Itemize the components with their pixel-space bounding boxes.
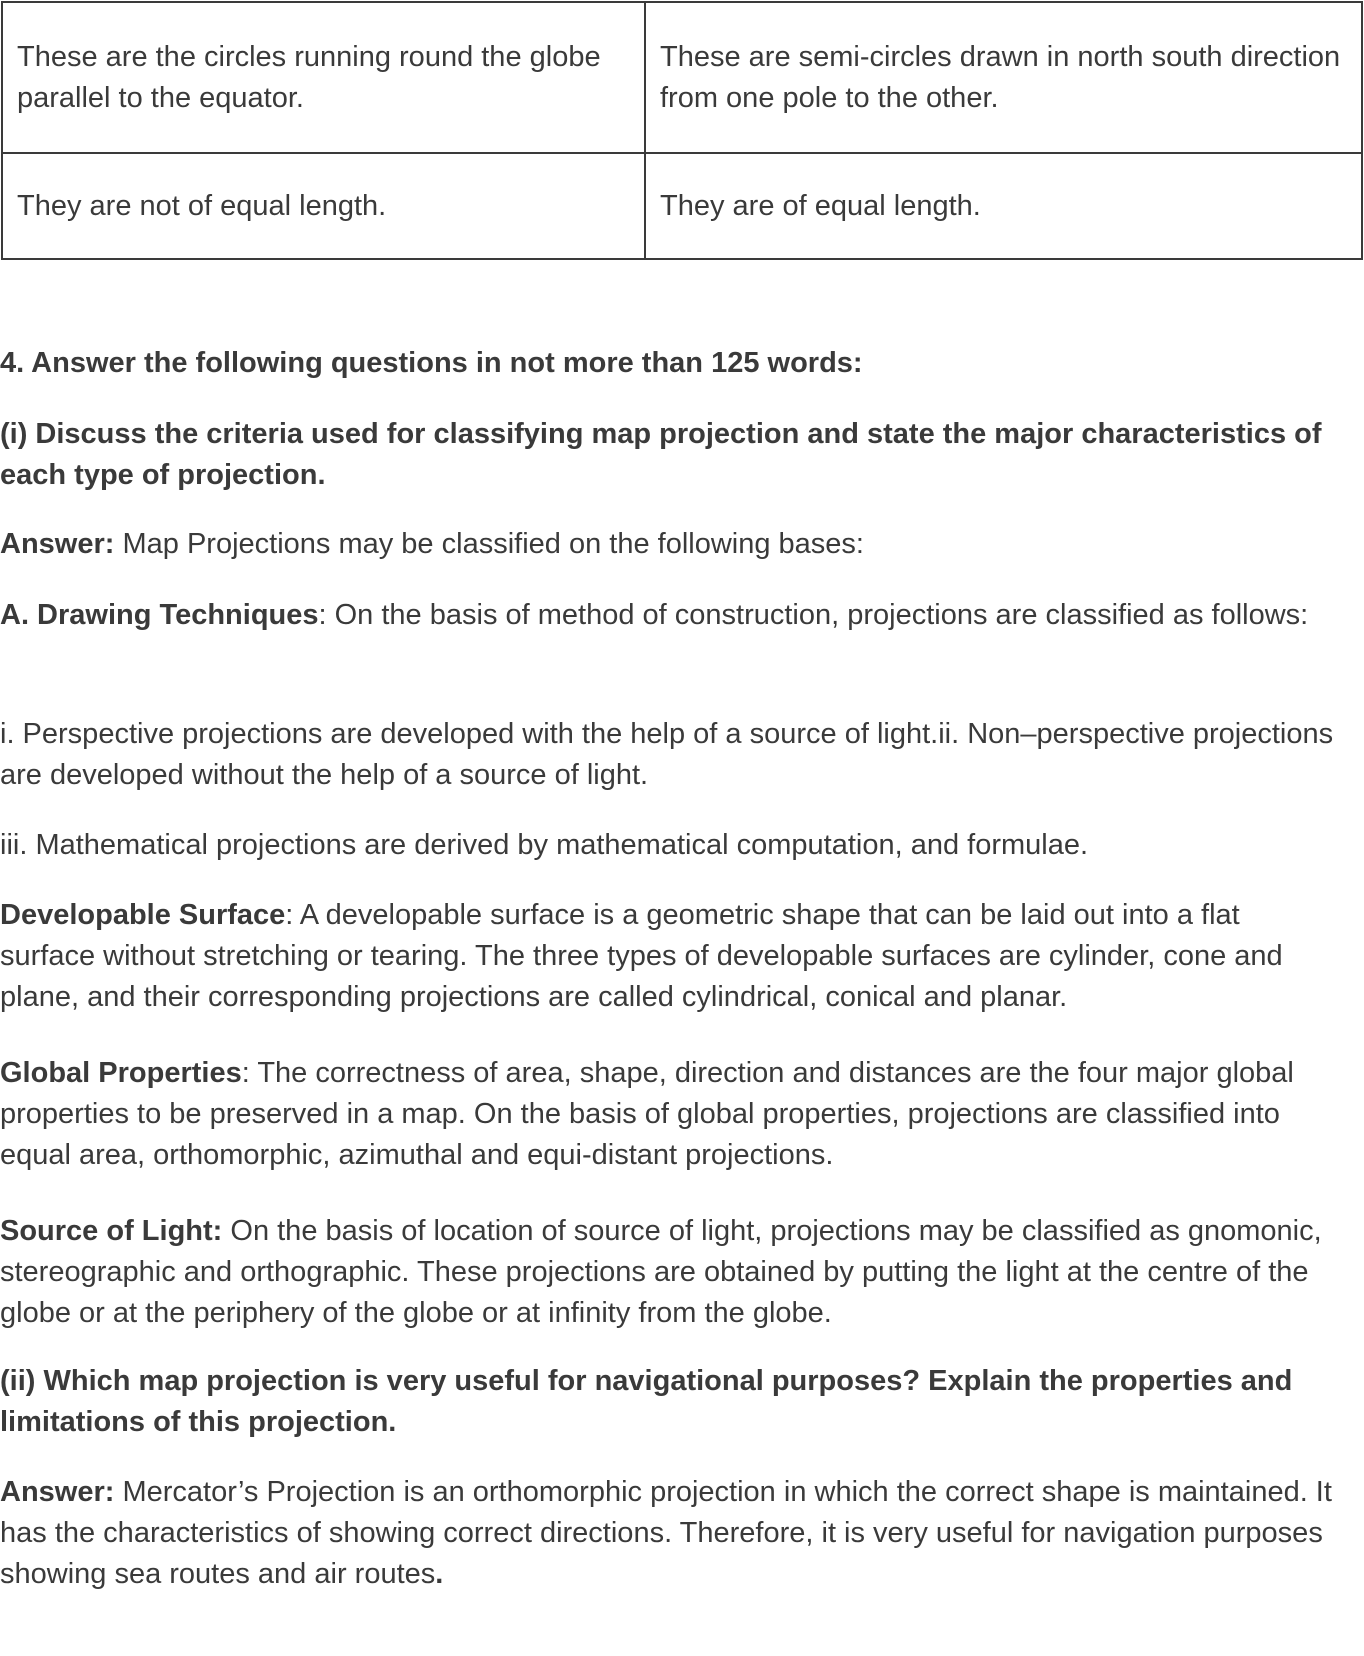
drawing-techniques-text: : On the basis of method of construction, projections are classified as follows: [318,599,1309,631]
global-properties-label: Global Properties [0,1057,242,1089]
table-row [2,2,1362,153]
question-i-title: (i) Discuss the criteria used for classifying map projection and state the major characteristics of each type of projection. [0,418,1322,491]
answer-end-period: . [435,1558,444,1590]
answer-label: Answer: [0,1476,115,1508]
developable-surface-paragraph [0,895,1340,1018]
answer-label: Answer: [0,528,115,560]
table-cell-longitude: They are of equal length. [645,153,1362,259]
question-4-heading: 4. Answer the following questions in not more than 125 words: [0,347,863,379]
global-properties-text: : The correctness of area, shape, direction and distances are the four major global properties to be preserved in a map. On the basis of global properties, projections are classified into equal area, orthomorphic, azimuthal and equi-distant projections. [0,1057,1294,1171]
table-cell-latitude: These are the circles running round the globe parallel to the equator. [2,2,645,153]
source-of-light-paragraph [0,1211,1340,1334]
drawing-techniques-label: A. Drawing Techniques [0,599,319,631]
drawing-techniques-paragraph [0,595,1340,636]
question-ii-title: (ii) Which map projection is very useful for navigational purposes? Explain the properties and limitations of this projection. [0,1365,1293,1438]
global-properties-paragraph [0,1053,1340,1176]
comparison-table [1,1,1363,260]
table-row [2,153,1362,259]
mathematical-item-paragraph: iii. Mathematical projections are derived by mathematical computation, and formulae. [0,829,1089,861]
source-of-light-label: Source of Light: [0,1215,223,1247]
developable-surface-text: : A developable surface is a geometric shape that can be laid out into a flat surface without stretching or tearing. The three types of developable surfaces are cylinder, cone and plane, and their corresponding projections are called cylindrical, conical and planar. [0,899,1283,1013]
answer-text: Map Projections may be classified on the following bases: [114,528,864,560]
table-cell-latitude: They are not of equal length. [2,153,645,259]
source-of-light-text: On the basis of location of source of light, projections may be classified as gnomonic, stereographic and orthographic. These projections are obtained by putting the light at the centre of the globe or at the periphery of the globe or at infinity from the globe. [0,1215,1322,1329]
developable-surface-label: Developable Surface [0,899,286,931]
answer-i-intro [0,524,1340,565]
perspective-items-paragraph: i. Perspective projections are developed with the help of a source of light.ii. Non–perspective projections are developed without the help of a source of light. [0,718,1334,791]
table-cell-longitude: These are semi-circles drawn in north south direction from one pole to the other. [645,2,1362,153]
answer-ii-paragraph [0,1472,1340,1595]
answer-text: Mercator’s Projection is an orthomorphic projection in which the correct shape is maintained. It has the characteristics of showing correct directions. Therefore, it is very useful for navigation purposes showing sea routes and air routes [0,1476,1332,1590]
